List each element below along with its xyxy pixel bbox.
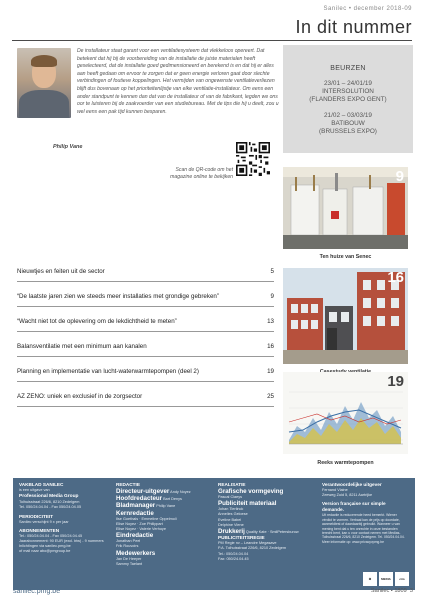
page-number: 3 — [409, 588, 413, 594]
qr-caption: Scan de QR-code om het magazine online te bekijken — [170, 167, 233, 180]
colophon-text: Pascal Claeys — [218, 495, 243, 499]
toc-item[interactable] — [17, 391, 274, 407]
colophon-heading: ABONNEMENTEN — [19, 527, 60, 533]
intro-text: De installateur staat garant voor een ventilatiesysteem dat vlekkeloos opereert. Dat betekent dat hij bij de voorbereiding van de installatie de juiste materialen heeft geselecteerd, dat de installatie goed gedimensioneerd en berekend is en dat hij er alles aan heeft gedaan om ervoor te zorgen dat er geen energie verloren gaat door slechte verbindingen of foutieve koppelingen. Het vermijden van ongewenste ventilatieverliezen blijft dus bovenaan op het prioriteitenlijstje van elke ventilatie-installateur. Om eens een ander standpunt te kennen dan dat van de installateur of van de fabrikant, legden we ons oor te luisteren bij de zaakvoerder van een studiebureau. Met de tips die hij u deelt, zou u wel eens een pak tijd kunnen besparen. — [77, 48, 279, 115]
colophon-heading: Version française sur simple demande. — [322, 501, 386, 513]
toc-page: 13 — [267, 318, 274, 325]
colophon-logos — [363, 572, 409, 586]
toc-title: Planning en implementatie van lucht-waterwarmtepompen (deel 2) — [17, 368, 199, 375]
colophon-heading: Verantwoordelijke uitgever — [322, 482, 382, 487]
colophon-legal — [322, 482, 406, 544]
title-rule — [12, 40, 412, 41]
colophon-heading: PERIODICITEIT — [19, 513, 54, 519]
colophon-person: Philip Vane — [156, 504, 176, 509]
event-name: INTERSOLUTION — [322, 88, 374, 95]
recycle-logo-icon: ♻ — [363, 572, 377, 586]
toc-title: Nieuwtjes en feiten uit de sector — [17, 268, 105, 275]
toc-page: 5 — [270, 268, 274, 275]
colophon-text: Jan De Heeyer Sammy Taelant — [116, 556, 143, 566]
colophon-heading: REALISATIE — [218, 482, 246, 487]
toc-title: “De laatste jaren zien we steeds meer installaties met grondige gebreken” — [17, 293, 219, 300]
colophon-text: is een uitgave van — [19, 488, 50, 492]
colophon-heading: PUBLICITEITSREGIE — [218, 535, 265, 541]
toc-item[interactable] — [17, 291, 274, 307]
event-dates: 21/02 – 03/03/19 — [324, 112, 372, 119]
footer-issue-label: Sanilec • 1809 — [370, 588, 407, 594]
colophon-text: PM Regie nv – Leandre Megasave P.A. Tolhuisstraat 226/6, 8210 Zedelgem Tel.: 050/24.04.04 Fax: 050/24.04.45 — [218, 541, 287, 561]
colophon-role: Hoofdredacteur — [116, 495, 163, 503]
colophon-role: Eindredactie — [116, 532, 154, 540]
photo-shirt — [19, 90, 69, 118]
colophon-text: Sanilec verschijnt 9 x per jaar — [19, 519, 69, 524]
event-item — [283, 112, 413, 136]
events-heading: BEURZEN — [330, 65, 366, 72]
toc-page: 19 — [267, 368, 274, 375]
colophon-person: Bart Denys — [163, 497, 182, 502]
colophon-role: Grafische vormgeving — [218, 488, 284, 495]
event-name: BATIBOUW — [331, 120, 365, 127]
colophon-text: Tel.: 050/24.04.04 - Fax 050/24.04.45 Jaarabonnement: 90 EUR (excl. btw) - 9 nummers Inlichtingen via sanilec.pmg.be of mail naar abo@pmgroup.be — [19, 533, 104, 554]
photo-hair — [31, 55, 57, 67]
toc-title: “Wacht niet tot de oplevering om de lekdichtheid te meten” — [17, 318, 177, 325]
colophon-text: Uit redactie is reducerende heed bemerkt. Wiener vérdict te vormen. Verbaal kan de prijs op doordate, aanmeldtest of daardaarbij gebruikt. Wanneer u van mening bent dat u ten onrechte in onze bestanden terecht bent, kan u voor contact nemen met Medias-Tolhuisstraat 226/6, 8210 Zedelgem. Tel. 050/24.04.04. Meer informatie op: www.privacyvpmg.be — [322, 513, 405, 544]
toc-page: 25 — [267, 393, 274, 400]
toc-item[interactable] — [17, 266, 274, 282]
footer-issue — [371, 588, 413, 594]
toc-title: Balansventilatie met een minimum aan kanalen — [17, 343, 147, 350]
colophon-publisher — [19, 482, 109, 555]
toc-page: 16 — [267, 343, 274, 350]
colophon-text: Johan Tierlinck Annelies Geloese Eveline Babel Delphine Viene — [218, 507, 248, 527]
toc-item[interactable] — [17, 316, 274, 332]
footer-url[interactable]: sanilec.pmg.be — [13, 588, 61, 595]
feature-caption: Ten huize van Senec — [319, 254, 372, 260]
colophon-text: Fernand Vlaine Zeeweg Zuid 5, 8211 Aartrijke — [322, 488, 373, 498]
feature-number: 19 — [387, 373, 404, 390]
colophon-role: Publiciteit materiaal — [218, 500, 277, 508]
colophon-text: Tolhuisstraat 226/6, 8210 Zedelgem Tel. 050/24.04.04 - Fax 050/24.04.05 — [19, 500, 82, 510]
cim-logo: cim — [395, 572, 409, 586]
colophon-role: Bladmanager — [116, 502, 156, 510]
feature-number: 9 — [395, 168, 404, 185]
colophon-production — [218, 482, 316, 562]
colophon-role: Kernredactie — [116, 509, 154, 517]
colophon-role: Medewerkers — [116, 549, 156, 557]
colophon-text: Jonathan Peel Frik Rouvoirs — [116, 539, 141, 549]
colophon — [13, 478, 415, 590]
colophon-editorial — [116, 482, 212, 567]
events-sidebar — [283, 45, 413, 153]
toc-title: AZ ZENO: uniek en exclusief in de zorgsector — [17, 393, 143, 400]
colophon-heading: REDACTIE — [116, 482, 140, 487]
feature-thumb-graph[interactable] — [283, 372, 408, 454]
intro-box — [13, 46, 278, 188]
event-place: (BRUSSELS EXPO) — [319, 128, 377, 135]
qr-code-icon[interactable] — [236, 142, 270, 176]
toc-item[interactable] — [17, 341, 274, 357]
event-place: (FLANDERS EXPO GENT) — [309, 96, 387, 103]
feature-thumb-buildings[interactable] — [283, 268, 408, 364]
feature-thumb-boiler-room[interactable] — [283, 167, 408, 249]
author-signature: Philip Vane — [53, 144, 83, 150]
colophon-strong: Professional Media Group — [19, 494, 79, 500]
issue-line: Sanilec • december 2018-09 — [323, 6, 412, 12]
feature-caption: Reeks warmtepompen — [317, 460, 374, 466]
boiler-room-image — [283, 167, 408, 249]
colophon-role: Drukkerij — [218, 528, 245, 536]
colophon-role: Directeur-uitgever — [116, 488, 170, 495]
event-item — [283, 80, 413, 104]
media-logo: MEDIA — [379, 572, 393, 586]
page-title: In dit nummer — [295, 17, 412, 37]
toc-page: 9 — [270, 293, 274, 300]
toc-item[interactable] — [17, 366, 274, 382]
colophon-text: Ilse Goethals · Emmeline Oppelmoli Elise Noyez · Zoe Philippart Elise Noyez · Valerie Verhoye — [116, 516, 177, 532]
feature-number: 16 — [387, 269, 404, 286]
colophon-heading: VAKBLAD SANILEC — [19, 482, 64, 487]
colophon-text: Quality Kate · SmilPetersburow — [245, 530, 299, 535]
event-dates: 23/01 – 24/01/19 — [324, 80, 372, 87]
colophon-person: Andy Noyez — [170, 490, 191, 494]
author-photo — [17, 48, 71, 118]
